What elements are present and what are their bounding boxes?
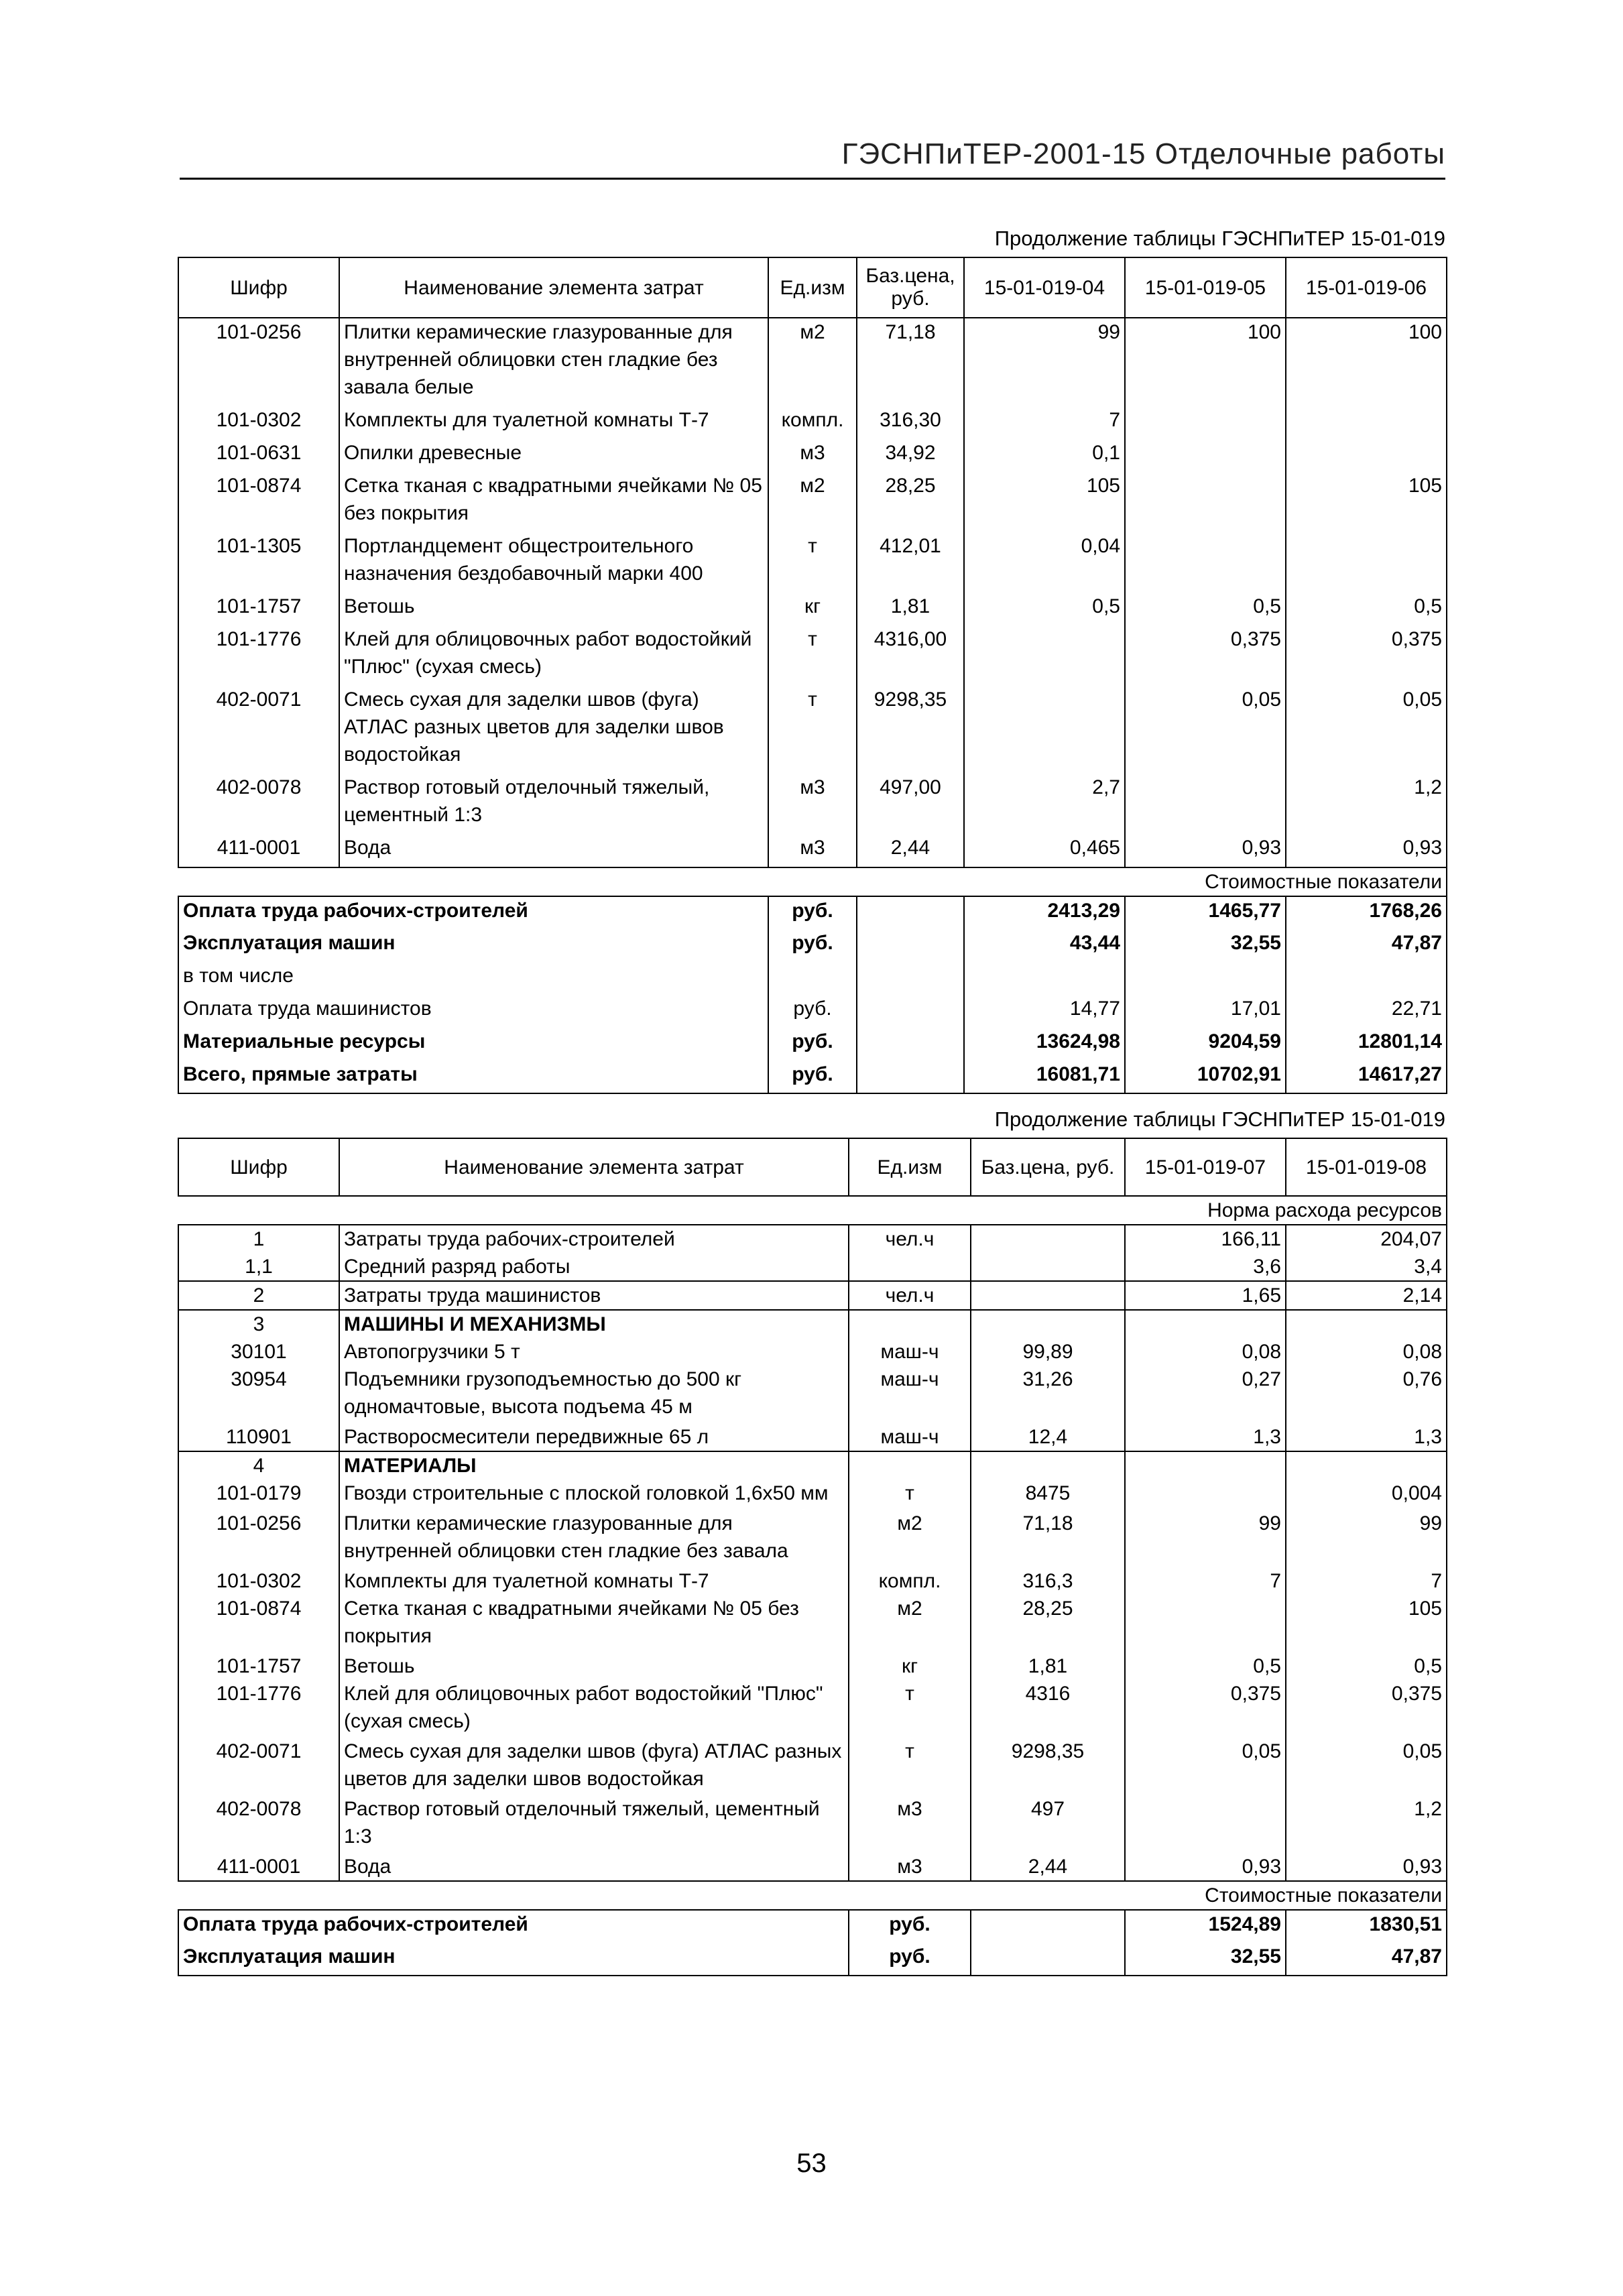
cell-code: 101-0179 bbox=[178, 1479, 339, 1510]
cell-name: Плитки керамические глазурованные для внутренней облицовки стен гладкие без завала bbox=[339, 1510, 849, 1567]
cost-col-08: 1830,51 bbox=[1286, 1910, 1447, 1943]
cell-col-07 bbox=[1125, 1795, 1286, 1853]
cost-unit: руб. bbox=[768, 1061, 857, 1093]
cell-price: 2,44 bbox=[857, 834, 964, 867]
cost-col-05 bbox=[1125, 962, 1286, 995]
table-row bbox=[178, 318, 1447, 406]
cell-col-05 bbox=[1125, 774, 1286, 834]
header-name: Наименование элемента затрат bbox=[339, 257, 768, 318]
cell-code: 2 bbox=[178, 1281, 339, 1310]
cell-col-04 bbox=[964, 686, 1125, 774]
cell-col-06: 0,375 bbox=[1286, 625, 1447, 686]
cell-col-04 bbox=[964, 625, 1125, 686]
cell-price: 8475 bbox=[971, 1479, 1125, 1510]
section-label: Стоимостные показатели bbox=[178, 867, 1447, 896]
norm-label: Норма расхода ресурсов bbox=[178, 1196, 1447, 1225]
cell-code: 110901 bbox=[178, 1423, 339, 1451]
cost-col-07: 32,55 bbox=[1125, 1943, 1286, 1976]
cell-unit: компл. bbox=[768, 406, 857, 439]
cell-code: 3 bbox=[178, 1310, 339, 1338]
cost-price bbox=[857, 1028, 964, 1061]
cell-unit: м3 bbox=[849, 1795, 971, 1853]
cost-col-05: 32,55 bbox=[1125, 929, 1286, 962]
cell-col-07 bbox=[1125, 1595, 1286, 1652]
resource-table-2 bbox=[178, 1138, 1447, 1976]
cell-price: 316,3 bbox=[971, 1567, 1125, 1595]
cell-unit: т bbox=[768, 625, 857, 686]
table-row bbox=[178, 1853, 1447, 1881]
cell-code: 30954 bbox=[178, 1366, 339, 1423]
cell-price: 316,30 bbox=[857, 406, 964, 439]
cell-price: 28,25 bbox=[857, 472, 964, 532]
table-row bbox=[178, 439, 1447, 472]
cell-col-06: 105 bbox=[1286, 472, 1447, 532]
cell-code: 402-0078 bbox=[178, 1795, 339, 1853]
cost-label: Эксплуатация машин bbox=[178, 929, 768, 962]
cell-name: Ветошь bbox=[339, 1652, 849, 1680]
table-row bbox=[178, 1479, 1447, 1510]
cell-col-08: 0,08 bbox=[1286, 1338, 1447, 1366]
cell-unit: маш-ч bbox=[849, 1338, 971, 1366]
cell-col-04: 105 bbox=[964, 472, 1125, 532]
cost-row bbox=[178, 1943, 1447, 1976]
cost-col-04: 43,44 bbox=[964, 929, 1125, 962]
cell-price: 1,81 bbox=[857, 593, 964, 625]
cell-price: 4316 bbox=[971, 1680, 1125, 1738]
norm-label-row bbox=[178, 1196, 1447, 1225]
cell-name: Клей для облицовочных работ водостойкий "Плюс" (сухая смесь) bbox=[339, 1680, 849, 1738]
section-row bbox=[178, 1881, 1447, 1910]
header-rule bbox=[180, 178, 1445, 180]
cost-price bbox=[857, 929, 964, 962]
cell-code: 101-0874 bbox=[178, 1595, 339, 1652]
cell-name: Ветошь bbox=[339, 593, 768, 625]
cell-name: Комплекты для туалетной комнаты Т-7 bbox=[339, 1567, 849, 1595]
cell-col-08: 1,3 bbox=[1286, 1423, 1447, 1451]
table-row bbox=[178, 472, 1447, 532]
cost-col-04 bbox=[964, 962, 1125, 995]
table-row bbox=[178, 625, 1447, 686]
cell-col-08: 0,93 bbox=[1286, 1853, 1447, 1881]
cost-col-08: 47,87 bbox=[1286, 1943, 1447, 1976]
cell-code: 1 bbox=[178, 1225, 339, 1253]
cost-label: Всего, прямые затраты bbox=[178, 1061, 768, 1093]
cell-col-06: 0,05 bbox=[1286, 686, 1447, 774]
header-unit: Ед.изм bbox=[768, 257, 857, 318]
cell-name: Смесь сухая для заделки швов (фуга) АТЛАС разных цветов для заделки швов водостойкая bbox=[339, 1738, 849, 1795]
cost-row bbox=[178, 962, 1447, 995]
cell-name: Комплекты для туалетной комнаты Т-7 bbox=[339, 406, 768, 439]
cost-label: Оплата труда машинистов bbox=[178, 995, 768, 1028]
cell-price: 497 bbox=[971, 1795, 1125, 1853]
header-code: Шифр bbox=[178, 1138, 339, 1196]
cell-col-06 bbox=[1286, 406, 1447, 439]
cell-name: Автопогрузчики 5 т bbox=[339, 1338, 849, 1366]
cell-code: 101-1776 bbox=[178, 1680, 339, 1738]
cell-price bbox=[971, 1225, 1125, 1253]
cell-col-06 bbox=[1286, 532, 1447, 593]
table-row bbox=[178, 1795, 1447, 1853]
cell-code: 1,1 bbox=[178, 1253, 339, 1281]
cell-name: Плитки керамические глазурованные для внутренней облицовки стен гладкие без завала белые bbox=[339, 318, 768, 406]
cell-name: Раствор готовый отделочный тяжелый, цементный 1:3 bbox=[339, 774, 768, 834]
cell-col-08: 3,4 bbox=[1286, 1253, 1447, 1281]
cell-unit: м3 bbox=[768, 774, 857, 834]
cell-code: 4 bbox=[178, 1451, 339, 1479]
cell-name: МАТЕРИАЛЫ bbox=[339, 1451, 849, 1479]
header-unit: Ед.изм bbox=[849, 1138, 971, 1196]
cell-name: Раствор готовый отделочный тяжелый, цементный 1:3 bbox=[339, 1795, 849, 1853]
cell-col-08: 0,05 bbox=[1286, 1738, 1447, 1795]
cell-price: 497,00 bbox=[857, 774, 964, 834]
cell-col-06 bbox=[1286, 439, 1447, 472]
cell-price: 9298,35 bbox=[971, 1738, 1125, 1795]
cell-unit bbox=[849, 1310, 971, 1338]
cell-col-08: 0,375 bbox=[1286, 1680, 1447, 1738]
cell-price: 1,81 bbox=[971, 1652, 1125, 1680]
cell-code: 101-1305 bbox=[178, 532, 339, 593]
cell-col-08: 99 bbox=[1286, 1510, 1447, 1567]
header-col-06: 15-01-019-06 bbox=[1286, 257, 1447, 318]
cell-price: 99,89 bbox=[971, 1338, 1125, 1366]
cell-col-08: 204,07 bbox=[1286, 1225, 1447, 1253]
cell-unit: т bbox=[849, 1680, 971, 1738]
cell-col-05: 0,5 bbox=[1125, 593, 1286, 625]
cost-col-06 bbox=[1286, 962, 1447, 995]
header-col-04: 15-01-019-04 bbox=[964, 257, 1125, 318]
table2-caption: Продолжение таблицы ГЭСНПиТЕР 15-01-019 bbox=[994, 1107, 1445, 1131]
table-row bbox=[178, 1451, 1447, 1479]
cell-col-06: 100 bbox=[1286, 318, 1447, 406]
cell-col-04: 99 bbox=[964, 318, 1125, 406]
cell-unit: маш-ч bbox=[849, 1423, 971, 1451]
cell-price bbox=[971, 1253, 1125, 1281]
cell-name: МАШИНЫ И МЕХАНИЗМЫ bbox=[339, 1310, 849, 1338]
running-header: ГЭСНПиТЕР-2001-15 Отделочные работы bbox=[841, 137, 1445, 170]
table-row bbox=[178, 1680, 1447, 1738]
cost-label: Оплата труда рабочих-строителей bbox=[178, 1910, 849, 1943]
cost-unit: руб. bbox=[849, 1910, 971, 1943]
cell-code: 411-0001 bbox=[178, 1853, 339, 1881]
cell-code: 101-1757 bbox=[178, 593, 339, 625]
cell-code: 101-0302 bbox=[178, 406, 339, 439]
cell-col-07: 1,3 bbox=[1125, 1423, 1286, 1451]
cell-col-06: 0,5 bbox=[1286, 593, 1447, 625]
cell-unit: м2 bbox=[768, 318, 857, 406]
cell-unit: кг bbox=[849, 1652, 971, 1680]
cell-col-07: 0,27 bbox=[1125, 1366, 1286, 1423]
cost-unit: руб. bbox=[768, 995, 857, 1028]
cell-price: 34,92 bbox=[857, 439, 964, 472]
cell-code: 402-0071 bbox=[178, 1738, 339, 1795]
table2-header-row bbox=[178, 1138, 1447, 1196]
cell-col-05 bbox=[1125, 472, 1286, 532]
section-label: Стоимостные показатели bbox=[178, 1881, 1447, 1910]
cell-unit bbox=[849, 1253, 971, 1281]
header-col-05: 15-01-019-05 bbox=[1125, 257, 1286, 318]
cell-col-04: 0,1 bbox=[964, 439, 1125, 472]
cell-unit: м2 bbox=[849, 1510, 971, 1567]
table-row bbox=[178, 532, 1447, 593]
cell-name: Клей для облицовочных работ водостойкий "Плюс" (сухая смесь) bbox=[339, 625, 768, 686]
cell-code: 101-0631 bbox=[178, 439, 339, 472]
table-row bbox=[178, 686, 1447, 774]
cell-name: Опилки древесные bbox=[339, 439, 768, 472]
cell-col-05: 100 bbox=[1125, 318, 1286, 406]
cost-price bbox=[857, 1061, 964, 1093]
cost-row bbox=[178, 1061, 1447, 1093]
cell-price bbox=[971, 1281, 1125, 1310]
cell-col-05 bbox=[1125, 532, 1286, 593]
cell-col-07: 3,6 bbox=[1125, 1253, 1286, 1281]
cell-unit: т bbox=[849, 1738, 971, 1795]
table-row bbox=[178, 1338, 1447, 1366]
cell-price: 12,4 bbox=[971, 1423, 1125, 1451]
cost-label: Материальные ресурсы bbox=[178, 1028, 768, 1061]
cost-price bbox=[971, 1910, 1125, 1943]
header-col-08: 15-01-019-08 bbox=[1286, 1138, 1447, 1196]
cost-unit: руб. bbox=[768, 929, 857, 962]
cost-col-04: 2413,29 bbox=[964, 896, 1125, 929]
cell-name: Вода bbox=[339, 1853, 849, 1881]
cell-unit: чел.ч bbox=[849, 1225, 971, 1253]
cell-unit: м3 bbox=[768, 834, 857, 867]
cost-row bbox=[178, 1910, 1447, 1943]
cost-unit bbox=[768, 962, 857, 995]
cost-label: Эксплуатация машин bbox=[178, 1943, 849, 1976]
cost-col-06: 12801,14 bbox=[1286, 1028, 1447, 1061]
cost-col-05: 1465,77 bbox=[1125, 896, 1286, 929]
cell-col-08: 2,14 bbox=[1286, 1281, 1447, 1310]
cell-col-07: 1,65 bbox=[1125, 1281, 1286, 1310]
cost-unit: руб. bbox=[768, 896, 857, 929]
cell-price: 2,44 bbox=[971, 1853, 1125, 1881]
cost-label: в том числе bbox=[178, 962, 768, 995]
cell-unit: м3 bbox=[849, 1853, 971, 1881]
table-row bbox=[178, 1423, 1447, 1451]
cell-price: 28,25 bbox=[971, 1595, 1125, 1652]
cell-col-08: 105 bbox=[1286, 1595, 1447, 1652]
cost-col-06: 1768,26 bbox=[1286, 896, 1447, 929]
cell-code: 101-0256 bbox=[178, 1510, 339, 1567]
cell-unit: компл. bbox=[849, 1567, 971, 1595]
cell-col-08 bbox=[1286, 1310, 1447, 1338]
cell-col-07: 0,93 bbox=[1125, 1853, 1286, 1881]
cell-col-08: 1,2 bbox=[1286, 1795, 1447, 1853]
cell-col-05: 0,375 bbox=[1125, 625, 1286, 686]
table-row bbox=[178, 1225, 1447, 1253]
cell-col-07 bbox=[1125, 1479, 1286, 1510]
cell-col-08: 0,76 bbox=[1286, 1366, 1447, 1423]
cell-code: 101-1757 bbox=[178, 1652, 339, 1680]
header-name: Наименование элемента затрат bbox=[339, 1138, 849, 1196]
cost-row bbox=[178, 929, 1447, 962]
cell-name: Затраты труда рабочих-строителей bbox=[339, 1225, 849, 1253]
cell-col-07: 0,5 bbox=[1125, 1652, 1286, 1680]
cell-col-07: 7 bbox=[1125, 1567, 1286, 1595]
cell-unit: м2 bbox=[768, 472, 857, 532]
cost-col-04: 14,77 bbox=[964, 995, 1125, 1028]
cell-col-07: 0,08 bbox=[1125, 1338, 1286, 1366]
table1-header-row bbox=[178, 257, 1447, 318]
cost-col-04: 16081,71 bbox=[964, 1061, 1125, 1093]
cell-col-05 bbox=[1125, 406, 1286, 439]
cell-col-04: 0,5 bbox=[964, 593, 1125, 625]
cell-name: Портландцемент общестроительного назначения бездобавочный марки 400 bbox=[339, 532, 768, 593]
table1-caption: Продолжение таблицы ГЭСНПиТЕР 15-01-019 bbox=[994, 227, 1445, 250]
cost-price bbox=[857, 995, 964, 1028]
cell-col-08: 0,5 bbox=[1286, 1652, 1447, 1680]
cell-col-04: 0,465 bbox=[964, 834, 1125, 867]
cell-col-07: 0,05 bbox=[1125, 1738, 1286, 1795]
cell-name: Растворосмесители передвижные 65 л bbox=[339, 1423, 849, 1451]
cost-label: Оплата труда рабочих-строителей bbox=[178, 896, 768, 929]
cell-name: Средний разряд работы bbox=[339, 1253, 849, 1281]
cell-col-05: 0,93 bbox=[1125, 834, 1286, 867]
cell-code: 411-0001 bbox=[178, 834, 339, 867]
cell-code: 101-0256 bbox=[178, 318, 339, 406]
table-row bbox=[178, 1595, 1447, 1652]
header-code: Шифр bbox=[178, 257, 339, 318]
cost-price bbox=[857, 896, 964, 929]
cost-col-06: 47,87 bbox=[1286, 929, 1447, 962]
cost-col-05: 10702,91 bbox=[1125, 1061, 1286, 1093]
cell-price: 31,26 bbox=[971, 1366, 1125, 1423]
cell-unit: м3 bbox=[768, 439, 857, 472]
cell-code: 30101 bbox=[178, 1338, 339, 1366]
cell-col-04: 2,7 bbox=[964, 774, 1125, 834]
cost-col-05: 9204,59 bbox=[1125, 1028, 1286, 1061]
table-row bbox=[178, 1510, 1447, 1567]
header-col-07: 15-01-019-07 bbox=[1125, 1138, 1286, 1196]
cell-col-08: 7 bbox=[1286, 1567, 1447, 1595]
cost-price bbox=[971, 1943, 1125, 1976]
cell-col-04: 0,04 bbox=[964, 532, 1125, 593]
page-number: 53 bbox=[796, 2149, 827, 2178]
cell-unit: м2 bbox=[849, 1595, 971, 1652]
cell-name: Гвозди строительные с плоской головкой 1,6x50 мм bbox=[339, 1479, 849, 1510]
table-row bbox=[178, 1281, 1447, 1310]
cell-col-06: 0,93 bbox=[1286, 834, 1447, 867]
cost-row bbox=[178, 896, 1447, 929]
cell-col-08: 0,004 bbox=[1286, 1479, 1447, 1510]
cost-col-06: 22,71 bbox=[1286, 995, 1447, 1028]
cell-name: Смесь сухая для заделки швов (фуга) АТЛАС разных цветов для заделки швов водостойкая bbox=[339, 686, 768, 774]
header-price: Баз.цена, руб. bbox=[971, 1138, 1125, 1196]
cell-col-07: 0,375 bbox=[1125, 1680, 1286, 1738]
cost-price bbox=[857, 962, 964, 995]
cell-name: Подъемники грузоподъемностью до 500 кг одномачтовые, высота подъема 45 м bbox=[339, 1366, 849, 1423]
table-row bbox=[178, 1310, 1447, 1338]
cell-name: Сетка тканая с квадратными ячейками № 05 без покрытия bbox=[339, 1595, 849, 1652]
cell-unit: чел.ч bbox=[849, 1281, 971, 1310]
cell-col-06: 1,2 bbox=[1286, 774, 1447, 834]
cost-unit: руб. bbox=[768, 1028, 857, 1061]
table-row bbox=[178, 1738, 1447, 1795]
table-row bbox=[178, 1567, 1447, 1595]
resource-table-1 bbox=[178, 257, 1447, 1094]
cell-name: Вода bbox=[339, 834, 768, 867]
section-row bbox=[178, 867, 1447, 896]
cell-col-07: 99 bbox=[1125, 1510, 1286, 1567]
cell-price bbox=[971, 1451, 1125, 1479]
cell-col-05: 0,05 bbox=[1125, 686, 1286, 774]
cell-code: 402-0071 bbox=[178, 686, 339, 774]
cell-col-08 bbox=[1286, 1451, 1447, 1479]
cell-name: Затраты труда машинистов bbox=[339, 1281, 849, 1310]
table-row bbox=[178, 1253, 1447, 1281]
table-row bbox=[178, 406, 1447, 439]
table-row bbox=[178, 774, 1447, 834]
cell-unit: т bbox=[768, 532, 857, 593]
cell-code: 402-0078 bbox=[178, 774, 339, 834]
cell-price: 412,01 bbox=[857, 532, 964, 593]
cost-col-07: 1524,89 bbox=[1125, 1910, 1286, 1943]
cost-col-06: 14617,27 bbox=[1286, 1061, 1447, 1093]
cell-price: 71,18 bbox=[857, 318, 964, 406]
cell-col-04: 7 bbox=[964, 406, 1125, 439]
table-row bbox=[178, 1652, 1447, 1680]
cell-code: 101-0874 bbox=[178, 472, 339, 532]
cell-name: Сетка тканая с квадратными ячейками № 05 без покрытия bbox=[339, 472, 768, 532]
cell-col-07: 166,11 bbox=[1125, 1225, 1286, 1253]
cell-unit: т bbox=[768, 686, 857, 774]
cell-code: 101-1776 bbox=[178, 625, 339, 686]
cell-unit: маш-ч bbox=[849, 1366, 971, 1423]
cell-code: 101-0302 bbox=[178, 1567, 339, 1595]
cell-price: 4316,00 bbox=[857, 625, 964, 686]
cell-col-07 bbox=[1125, 1451, 1286, 1479]
cell-price: 71,18 bbox=[971, 1510, 1125, 1567]
cell-unit: т bbox=[849, 1479, 971, 1510]
cost-col-05: 17,01 bbox=[1125, 995, 1286, 1028]
cost-col-04: 13624,98 bbox=[964, 1028, 1125, 1061]
cell-unit: кг bbox=[768, 593, 857, 625]
cost-unit: руб. bbox=[849, 1943, 971, 1976]
cell-price bbox=[971, 1310, 1125, 1338]
table-row bbox=[178, 834, 1447, 867]
cost-row bbox=[178, 995, 1447, 1028]
table-row bbox=[178, 1366, 1447, 1423]
cell-col-07 bbox=[1125, 1310, 1286, 1338]
cost-row bbox=[178, 1028, 1447, 1061]
cell-col-05 bbox=[1125, 439, 1286, 472]
header-price: Баз.цена, руб. bbox=[857, 257, 964, 318]
cell-price: 9298,35 bbox=[857, 686, 964, 774]
table-row bbox=[178, 593, 1447, 625]
cell-unit bbox=[849, 1451, 971, 1479]
